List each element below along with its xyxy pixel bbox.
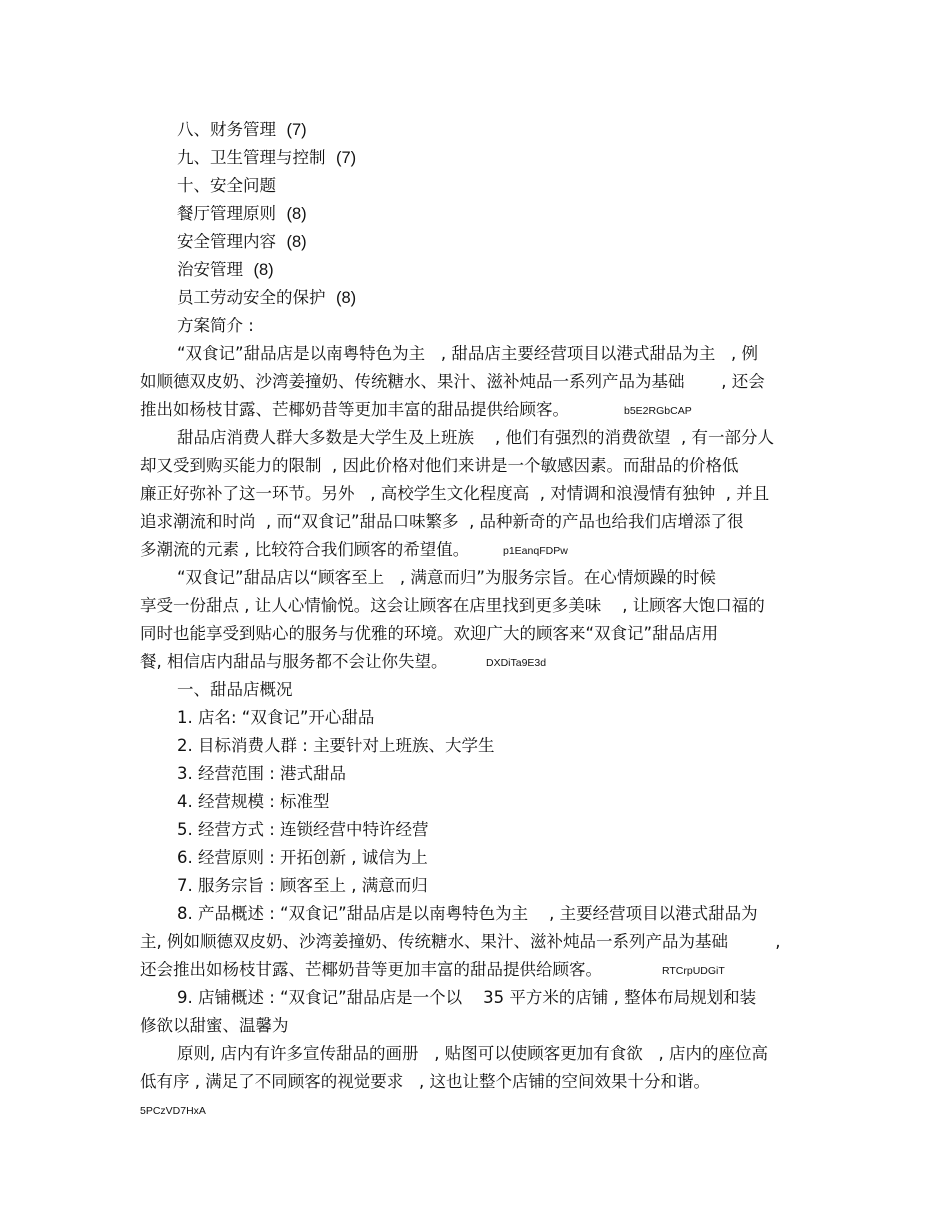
list-item: 2. 目标消费人群 : 主要针对上班族、大学生 xyxy=(177,736,495,755)
doc-code: RTCrpUDGiT xyxy=(662,965,725,977)
paragraph-line: 却又受到购买能力的限制 , 因此价格对他们来讲是一个敏感因素。而甜品的价格低 xyxy=(140,456,739,475)
doc-code: 5PCzVD7HxA xyxy=(140,1105,206,1117)
paragraph-line: 8. 产品概述 : “双食记”甜品店是以南粤特色为主 , 主要经营项目以港式甜品为 xyxy=(177,904,758,923)
paragraph-line: 低有序 , 满足了不同顾客的视觉要求 , 这也让整个店铺的空间效果十分和谐。 xyxy=(140,1072,710,1091)
paragraph-line: 同时也能享受到贴心的服务与优雅的环境。欢迎广大的顾客来“双食记”甜品店用 xyxy=(140,624,719,643)
list-item: 1. 店名: “双食记”开心甜品 xyxy=(177,708,375,727)
doc-code: b5E2RGbCAP xyxy=(624,405,692,417)
list-item: 5. 经营方式 : 连锁经营中特许经营 xyxy=(177,820,429,839)
paragraph-line: 享受一份甜点 , 让人心情愉悦。这会让顾客在店里找到更多美味 , 让顾客大饱口福的 xyxy=(140,596,765,615)
toc-item: 员工劳动安全的保护 (8) xyxy=(177,288,357,307)
paragraph-line: 餐, 相信店内甜品与服务都不会让你失望。 xyxy=(140,652,448,671)
paragraph-line: “双食记”甜品店以“顾客至上 , 满意而归”为服务宗旨。在心情烦躁的时候 xyxy=(177,568,716,587)
paragraph-line: 多潮流的元素 , 比较符合我们顾客的希望值。 xyxy=(140,540,470,559)
toc-item: 治安管理 (8) xyxy=(177,260,274,279)
paragraph-line: 9. 店铺概述 : “双食记”甜品店是一个以 35 平方米的店铺 , 整体布局规划和装 xyxy=(177,988,757,1007)
paragraph-line: 还会推出如杨枝甘露、芒椰奶昔等更加丰富的甜品提供给顾客。 xyxy=(140,960,602,979)
paragraph-line: 修欲以甜蜜、温馨为 xyxy=(140,1016,289,1035)
paragraph-line: 主, 例如顺德双皮奶、沙湾姜撞奶、传统糖水、果汁、滋补炖品一系列产品为基础 , xyxy=(140,932,781,951)
paragraph-line: “双食记”甜品店是以南粤特色为主 , 甜品店主要经营项目以港式甜品为主 , 例 xyxy=(177,344,759,363)
toc-item: 九、卫生管理与控制 (7) xyxy=(177,148,357,167)
paragraph-line: 甜品店消费人群大多数是大学生及上班族 , 他们有强烈的消费欲望 , 有一部分人 xyxy=(177,428,774,447)
toc-item: 八、财务管理 (7) xyxy=(177,120,307,139)
doc-code: p1EanqFDPw xyxy=(503,545,568,557)
list-item: 7. 服务宗旨 : 顾客至上 , 满意而归 xyxy=(177,876,428,895)
intro-heading: 方案简介 : xyxy=(177,316,254,335)
toc-item: 十、安全问题 xyxy=(177,176,276,195)
paragraph-line: 原则, 店内有许多宣传甜品的画册 , 贴图可以使顾客更加有食欲 , 店内的座位高 xyxy=(177,1044,768,1063)
paragraph-line: 如顺德双皮奶、沙湾姜撞奶、传统糖水、果汁、滋补炖品一系列产品为基础 , 还会 xyxy=(140,372,765,391)
section-heading: 一、甜品店概况 xyxy=(177,680,293,699)
doc-code: DXDiTa9E3d xyxy=(486,657,547,669)
list-item: 4. 经营规模 : 标准型 xyxy=(177,792,330,811)
paragraph-line: 廉正好弥补了这一环节。另外 , 高校学生文化程度高 , 对情调和浪漫情有独钟 , 并且 xyxy=(140,484,770,503)
list-item: 6. 经营原则 : 开拓创新 , 诚信为上 xyxy=(177,848,428,867)
toc-item: 餐厅管理原则 (8) xyxy=(177,204,307,223)
paragraph-line: 追求潮流和时尚 , 而“双食记”甜品口味繁多 , 品种新奇的产品也给我们店增添了很 xyxy=(140,512,744,531)
toc-item: 安全管理内容 (8) xyxy=(177,232,307,251)
paragraph-line: 推出如杨枝甘露、芒椰奶昔等更加丰富的甜品提供给顾客。 xyxy=(140,400,569,419)
list-item: 3. 经营范围 : 港式甜品 xyxy=(177,764,347,783)
